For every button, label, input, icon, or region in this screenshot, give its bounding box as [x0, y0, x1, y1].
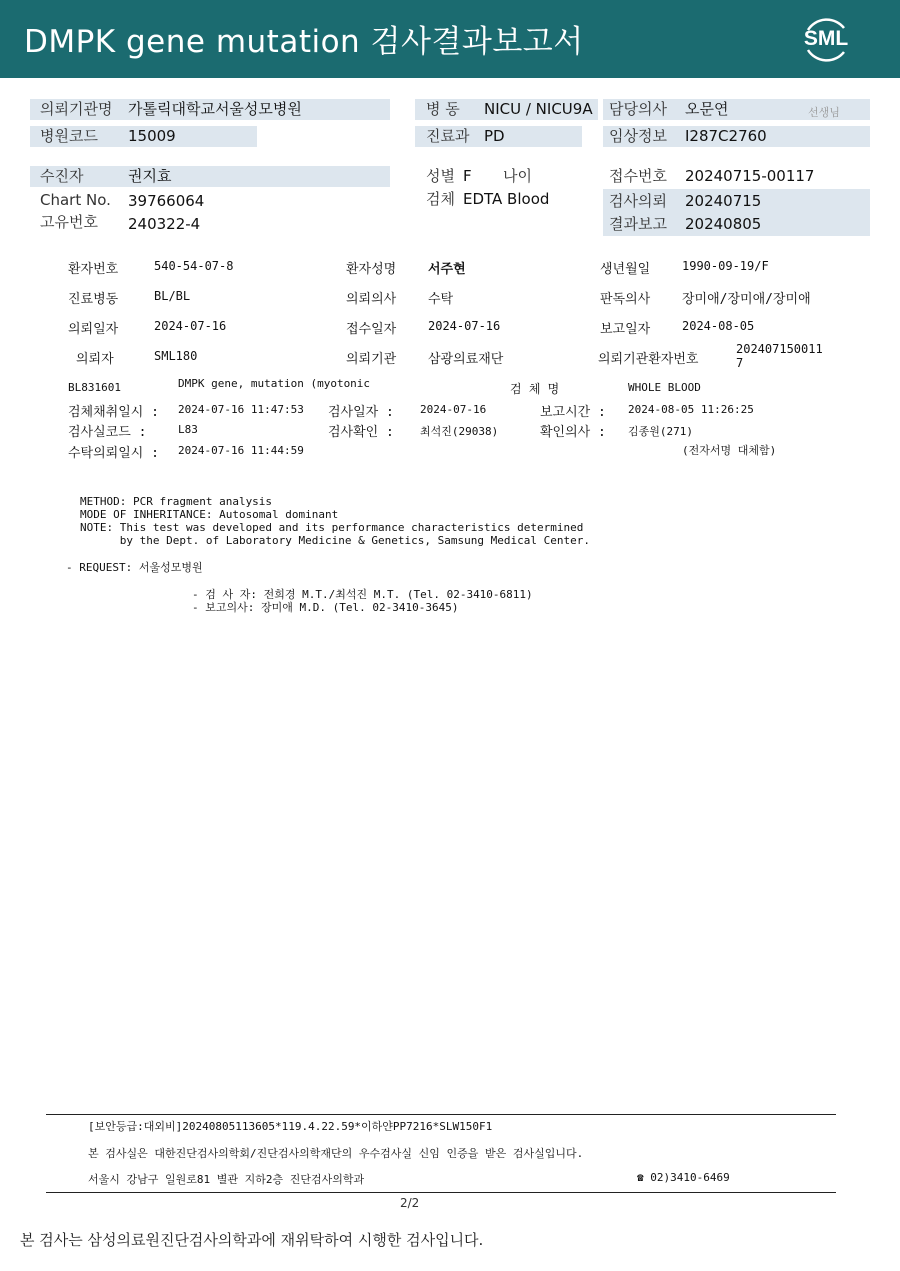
report-value: 20240805 [685, 215, 762, 233]
receipt-label: 접수번호 [609, 167, 667, 185]
test-name: DMPK gene, mutation (myotonic [178, 377, 371, 390]
consign-label: 수탁의뢰일시 : [68, 446, 160, 461]
report-date-label: 보고일자 [600, 322, 651, 337]
footer-top-rule [46, 1114, 836, 1115]
institution-value: 가톨릭대학교서울성모병원 [128, 100, 302, 118]
hospital-code-label: 병원코드 [40, 127, 98, 145]
address-line: 서울시 강남구 일원로81 별관 지하2층 진단검사의학과 [88, 1173, 365, 1186]
patient-name-label: 환자성명 [346, 262, 397, 277]
unique-label: 고유번호 [40, 213, 98, 231]
footer-bottom-rule [46, 1192, 836, 1193]
doctor-value: 오문연 [685, 100, 729, 118]
inst-patient-no-label: 의뢰기관환자번호 [598, 352, 699, 367]
sml-logo [800, 14, 852, 66]
collect-label: 검체채취일시 : [68, 405, 160, 420]
receipt-date-label: 접수일자 [346, 322, 397, 337]
unique-value: 240322-4 [128, 215, 201, 233]
sex-label: 성별 [426, 167, 455, 185]
inst-patient-no-value: 202407150011 [736, 342, 823, 356]
phone-line: ☎ 02)3410-6469 [637, 1171, 730, 1184]
chart-label: Chart No. [40, 191, 111, 209]
examiner-line: - 검 사 자: 전희경 M.T./최석진 M.T. (Tel. 02-3410-6811) [192, 588, 533, 601]
report-time-value: 2024-08-05 11:26:25 [628, 403, 754, 416]
lab-code-label: 검사실코드 : [68, 425, 147, 440]
security-line: [보안등급:대외비]20240805113605*119.4.22.59*이하얀PP7216*SLW150F1 [88, 1120, 493, 1133]
clinical-value: I287C2760 [685, 127, 767, 145]
dept-value: PD [484, 127, 505, 145]
ward-scan-label: 진료병동 [68, 292, 119, 307]
req-doctor-value: 수탁 [428, 292, 454, 307]
report-time-label: 보고시간 : [540, 405, 606, 420]
receipt-value: 20240715-00117 [685, 167, 815, 185]
clinical-label: 임상정보 [609, 127, 667, 145]
doctor-suffix: 선생님 [808, 106, 840, 119]
confirm-value: 김종원(271) [628, 425, 693, 438]
method-line: METHOD: PCR fragment analysis [80, 495, 273, 508]
esign-note: (전자서명 대체함) [682, 444, 777, 457]
page-number: 2/2 [400, 1196, 420, 1210]
hospital-code-value: 15009 [128, 127, 176, 145]
specimen-value: EDTA Blood [463, 190, 550, 208]
patient-no-label: 환자번호 [68, 262, 119, 277]
tester-label: 검사확인 : [328, 425, 394, 440]
requester-value: SML180 [154, 349, 198, 363]
ward-value: NICU / NICU9A [484, 100, 593, 118]
tester-value: 최석진(29038) [420, 425, 499, 438]
patient-value: 권지효 [128, 167, 172, 185]
certification-line: 본 검사실은 대한진단검사의학회/진단검사의학재단의 우수검사실 신임 인증을 받은 검사실입니다. [88, 1147, 584, 1160]
lab-code-value: L83 [178, 423, 198, 436]
test-date-label: 검사일자 : [328, 405, 394, 420]
req-institution-label: 의뢰기관 [346, 352, 397, 367]
req-doctor-label: 의뢰의사 [346, 292, 397, 307]
collect-value: 2024-07-16 11:47:53 [178, 403, 304, 416]
patient-name-value: 서주현 [428, 262, 466, 277]
receipt-date-value: 2024-07-16 [428, 319, 501, 333]
patient-bar [30, 166, 390, 187]
test-date-value: 2024-07-16 [420, 403, 487, 416]
request-value: 20240715 [685, 192, 762, 210]
inheritance-line: MODE OF INHERITANCE: Autosomal dominant [80, 508, 339, 521]
requester-label: 의뢰자 [76, 352, 114, 367]
request-line: - REQUEST: 서울성모병원 [66, 561, 203, 574]
patient-label: 수진자 [40, 167, 84, 185]
age-label: 나이 [503, 167, 532, 185]
report-label: 결과보고 [609, 215, 667, 233]
req-date-value: 2024-07-16 [154, 319, 227, 333]
confirm-label: 확인의사 : [540, 425, 606, 440]
req-date-label: 의뢰일자 [68, 322, 119, 337]
report-header [0, 0, 900, 78]
patient-no-value: 540-54-07-8 [154, 259, 234, 273]
doctor-label: 담당의사 [609, 100, 667, 118]
birthdate-value: 1990-09-19/F [682, 259, 769, 273]
req-institution-value: 삼광의료재단 [428, 352, 504, 367]
logo-text: SML [803, 27, 849, 50]
inst-patient-no-value-2: 7 [736, 356, 744, 370]
dept-label: 진료과 [426, 127, 470, 145]
consign-value: 2024-07-16 11:44:59 [178, 444, 304, 457]
specimen-name-value: WHOLE BLOOD [628, 381, 701, 394]
sex-value: F [463, 167, 472, 185]
ward-label: 병 동 [426, 100, 460, 118]
birthdate-label: 생년월일 [600, 262, 651, 277]
note-line-2: by the Dept. of Laboratory Medicine & Genetics, Samsung Medical Center. [80, 534, 590, 547]
chart-value: 39766064 [128, 192, 205, 210]
ward-scan-value: BL/BL [154, 289, 191, 303]
specimen-label: 검체 [426, 190, 455, 208]
request-label: 검사의뢰 [609, 192, 667, 210]
specimen-name-label: 검 체 명 [510, 382, 560, 396]
institution-label: 의뢰기관명 [40, 100, 113, 118]
test-code: BL831601 [68, 381, 121, 394]
bottom-note: 본 검사는 삼성의료원진단검사의학과에 재위탁하여 시행한 검사입니다. [20, 1231, 484, 1249]
report-title: DMPK gene mutation 검사결과보고서 [24, 24, 584, 60]
note-line-1: NOTE: This test was developed and its performance characteristics determined [80, 521, 584, 534]
reader-value: 장미애/장미애/장미애 [682, 292, 811, 307]
report-date-value: 2024-08-05 [682, 319, 755, 333]
reader-label: 판독의사 [600, 292, 651, 307]
reporter-line: - 보고의사: 장미애 M.D. (Tel. 02-3410-3645) [192, 601, 459, 614]
